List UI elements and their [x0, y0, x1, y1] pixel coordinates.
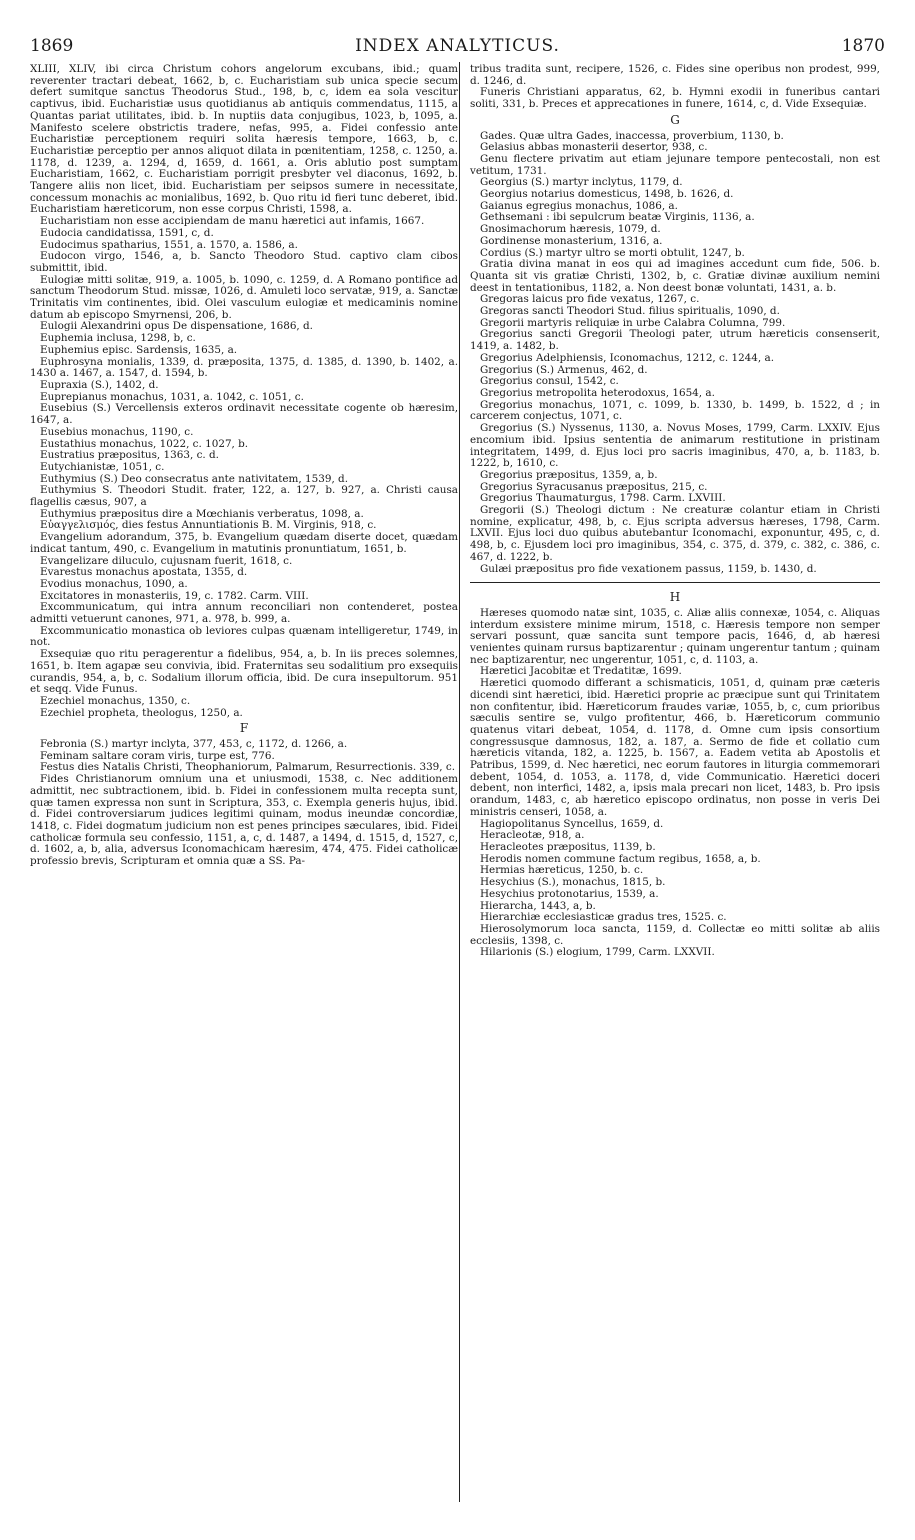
index-entry: Feminam saltare coram viris, turpe est, 776. — [40, 749, 275, 762]
index-entry: Evarestus monachus apostata, 1355, d. — [40, 566, 248, 579]
index-entry: Gregorii martyris reliquiæ in urbe Calabra Columna, 799. — [480, 316, 786, 329]
index-entry: Gregorius (S.) Nyssenus, 1130, a. Novus Moses, 1799, Carm. LXXIV. Ejus encomium ibid. Ipsius sententia de animarum restitutione in pristinam integritatem, 1499, d. Ejus loci pro sacris imaginibus, 470, a, b. 1183, b. 1222, b, 1610, c. — [470, 422, 880, 470]
section-letter-heading: H — [669, 590, 681, 605]
index-entry: Eudocimus spatharius, 1551, a. 1570, a. 1586, a. — [40, 238, 298, 251]
index-entry: Hilarionis (S.) elogium, 1799, Carm. LXXVII. — [480, 946, 715, 959]
index-entry: Gregorius metropolita heterodoxus, 1654, a. — [480, 386, 715, 399]
index-entry: Gregorius Thaumaturgus, 1798. Carm. LXVIII. — [480, 492, 726, 505]
index-entry: Fides Christianorum omnium una et uniusmodi, 1538, c. Nec additionem admittit, nec subtractionem, ibid. b. Fidei in confessionem multa recepta sunt, quæ tamen expressa non sunt in Scriptura, 353, c. Exempla generis hujus, ibid. d. Fidei controversiarum judices legitimi quinam, modus ineundæ concordiæ, 1418, c. Fidei dogmatum judicium non est penes principes sæculares, ibid. Fidei catholicæ formula seu confessio, 1151, a, c, d. 1487, a 1494, d. 1515, d, 1527, c, d. 1602, a, b, alia, adversus Iconomachicam hæresim, 474, 475. Fidei catholicæ professio brevis, Scripturam et omnia quæ a SS. Pa- — [30, 773, 458, 868]
index-entry: Georgius (S.) martyr inclytus, 1179, d. — [480, 176, 683, 189]
index-entry: Euprepianus monachus, 1031, a. 1042, c. 1051, c. — [40, 390, 304, 403]
index-entry: Eusebius (S.) Vercellensis exteros ordinavit necessitate cogente ob hæresim, 1647, a. — [30, 402, 458, 427]
index-entry: Cordius (S.) martyr ultro se morti obtulit, 1247, b. — [480, 246, 745, 259]
section-letter-heading: F — [239, 721, 249, 736]
index-entry: Gregorius præpositus, 1359, a, b. — [480, 468, 658, 481]
index-entry: Εὐαγγελισμός, dies festus Annuntiationis B. M. Virginis, 918, c. — [40, 519, 377, 532]
index-entry: Gregorius (S.) Armenus, 462, d. — [480, 363, 648, 376]
index-entry: Gordinense monasterium, 1316, a. — [480, 234, 663, 247]
column-rule — [459, 62, 460, 1502]
index-entry: Festus dies Natalis Christi, Theophaniorum, Palmarum, Resurrectionis. 339, c. — [40, 761, 456, 774]
index-entry: Ezechiel monachus, 1350, c. — [40, 694, 191, 707]
index-entry: Euthymius (S.) Deo consecratus ante nativitatem, 1539, d. — [40, 472, 348, 485]
index-entry: XLIII, XLIV, ibi circa Christum cohors angelorum excubans, ibid.; quam reverenter tractari debeat, 1662, b, c. Eucharistiam sub unica specie secum defert sumitque sanctus Theodorus Stud., 198, b, c, idem ea sola vescitur captivus, ibid. Eucharistiæ usus quotidianus ab antiquis commendatus, 1115, a Quantas pariat utilitates, ibid. b. In nuptiis data conjugibus, 1023, b, 1095, a. Manifesto scelere obstrictis tradere, nefas, 995, a. Fidei confessio ante Eucharistiæ perceptionem requiri solita hæresis tempore, 1663, b, c. Eucharistiæ perceptio per annos aliquot dilata in pœnitentiam, 1258, c. 1250, a. 1178, d. 1239, a. 1294, d, 1659, d. 1661, a. Oris ablutio post sumptam Eucharistiam, 1662, c. Eucharistiam porrigit presbyter vel diaconus, 1692, b. Tangere aliis non licet, ibid. Eucharistiam per seipsos sumere in necessitate, concessum monachis ac monialibus, 1692, b. Quo ritu id fieri tunc deberet, ibid. Eucharistiam hæreticorum, non esse corpus Christi, 1598, a. — [30, 63, 458, 216]
index-entry: Hæretici quomodo differant a schismaticis, 1051, d, quinam præ cæteris dicendi sint hæretici, ibid. Hæretici proprie ac præcipue sunt qui Trinitatem non confitentur, ibid. Hæreticorum fraudes variæ, 1055, b, c, cum prioribus sæculis sentire se, vulgo profitentur, 466, b. Hæreticorum communio quatenus vitari debeat, 1054, d. 1178, d. Omne cum ipsis consortium congressusque damnosus, 182, a. 187, a. Sermo de fide et collatio cum hæreticis vitanda, 182, a. 1225, b. 1567, a. Eadem vetita ab Apostolis et Patribus, 1599, d. Nec hæretici, nec eorum fautores in liturgia commemorari debent, 1054, d. 1053, a. 1178, d, vide Communicatio. Hæretici doceri debent, non interfici, 1482, a, ipsis mala precari non licet, 1483, b. Pro ipsis orandum, 1483, c, ab hæretico episcopo ordinatus, non posse in veris Dei ministris censeri, 1058, a. — [470, 677, 880, 818]
index-entry: Gregoras sancti Theodori Stud. filius spiritualis, 1090, d. — [480, 305, 780, 318]
index-entry: Gnosimachorum hæresis, 1079, d. — [480, 223, 661, 236]
index-entry: Evangelizare diluculo, cujusnam fuerit, 1618, c. — [40, 554, 293, 567]
index-entry: Eudocon virgo, 1546, a, b. Sancto Theodoro Stud. captivo clam cibos submittit, ibid. — [30, 250, 458, 274]
index-entry: Gethsemani : ibi sepulcrum beatæ Virginis, 1136, a. — [480, 211, 755, 224]
index-entry: Hierarchiæ ecclesiasticæ gradus tres, 1525. c. — [480, 911, 727, 924]
index-entry: Euphemius episc. Sardensis, 1635, a. — [40, 343, 238, 356]
index-entry: Gregorius monachus, 1071, c. 1099, b. 1330, b. 1499, b. 1522, d ; in carcerem conjectus, 1071, c. — [470, 398, 880, 423]
index-entry: Eustratius præpositus, 1363, c. d. — [40, 449, 219, 462]
index-entry: Herodis nomen commune factum regibus, 1658, a, b. — [480, 852, 761, 865]
index-entry: Gaianus egregius monachus, 1086, a. — [480, 199, 678, 212]
page-number-right: 1870 — [841, 36, 885, 56]
section-letter-heading: G — [670, 112, 680, 127]
index-entry: Funeris Christiani apparatus, 62, b. Hymni exodii in funeribus cantari soliti, 331, b. Preces et apprecationes in funere, 1614, c, d. Vide Exsequiæ. — [470, 86, 880, 111]
index-entry: Hesychius protonotarius, 1539, a. — [480, 887, 659, 900]
index-entry: Eustathius monachus, 1022, c. 1027, b. — [40, 437, 249, 450]
page-number-left: 1869 — [30, 36, 74, 56]
index-entry: Heracleotæ, 918, a. — [480, 829, 585, 842]
index-entry: Excommunicatum, qui intra annum reconciliari non contenderet, postea admitti vetuerunt canones, 971, a. 978, b. 999, a. — [30, 601, 458, 626]
index-entry: Ezechiel propheta, theologus, 1250, a. — [40, 706, 243, 719]
index-entry: Euthymius præpositus dire a Mœchianis verberatus, 1098, a. — [40, 507, 364, 520]
index-entry: Hesychius (S.), monachus, 1815, b. — [480, 876, 666, 889]
page-header — [30, 36, 885, 58]
index-entry: Gregorius consul, 1542, c. — [480, 375, 619, 388]
index-entry: Gulæi præpositus pro fide vexationem passus, 1159, b. 1430, d. — [480, 562, 817, 575]
running-title: INDEX ANALYTICUS. — [355, 36, 560, 56]
index-entry: Gregorii (S.) Theologi dictum : Ne creaturæ colantur etiam in Christi nomine, explicatur, 498, b, c. Ejus scripta adversus hæreses, 1798, Carm. LXVII. Ejus loci duo quibus abutebantur Iconomachi, exponuntur, 495, c, d. 498, b, c. Ejusdem loci pro imaginibus, 354, c. 375, d. 379, c. 382, c. 386, c. 467, d. 1222, b. — [470, 504, 880, 563]
index-entry: Gratia divina manat in eos qui ad imagines accedunt cum fide, 506. b. Quanta sit vis gratiæ Christi, 1302, b, c. Gratiæ divinæ auxilium nemini deest in tentationibus, 1182, a. Non deest bonæ voluntati, 1431, a. b. — [470, 258, 880, 294]
index-entry: tribus tradita sunt, recipere, 1526, c. Fides sine operibus non prodest, 999, d. 1246, d. — [470, 63, 880, 87]
index-entry: Hæreses quomodo natæ sint, 1035, c. Aliæ aliis connexæ, 1054, c. Aliquas interdum exsistere minime mirum, 1518, c. Hæresis tempore non semper servari possunt, quæ sancita sunt tempore pacis, 1646, d, ab hæresi venientes quinam rursus baptizarentur ; quinam ungerentur tantum ; quinam nec baptizarentur, nec ungerentur, 1051, c, d. 1103, a. — [470, 606, 880, 666]
index-entry: Euphemia inclusa, 1298, b, c. — [40, 332, 196, 345]
index-entry: Eupraxia (S.), 1402, d. — [40, 378, 159, 391]
index-entry: Hagiopolitanus Syncellus, 1659, d. — [480, 817, 664, 830]
index-entry: Euphrosyna monialis, 1339, d. præposita, 1375, d. 1385, d. 1390, b. 1402, a. 1430 a. 1467, a. 1547, d. 1594, b. — [30, 355, 458, 380]
index-entry: Heracleotes præpositus, 1139, b. — [480, 841, 656, 853]
index-entry: Eudocia candidatissa, 1591, c, d. — [40, 226, 214, 239]
index-entry: Gregorius sancti Gregorii Theologi pater, utrum hæreticis consenserit, 1419, a. 1482, b. — [470, 328, 880, 353]
index-entry: Gregoras laicus pro fide vexatus, 1267, c. — [480, 293, 700, 306]
index-column-left — [30, 64, 458, 868]
index-entry: Excommunicatio monastica ob leviores culpas quænam intelligeretur, 1749, in not. — [30, 624, 458, 649]
index-entry: Genu flectere privatim aut etiam jejunare tempore pentecostali, non est vetitum, 1731. — [470, 152, 880, 177]
index-column-right — [470, 64, 880, 959]
index-entry: Gelasius abbas monasterii desertor, 938, c. — [480, 141, 708, 154]
index-entry: Evodius monachus, 1090, a. — [40, 577, 188, 590]
index-entry: Febronia (S.) martyr inclyta, 377, 453, c, 1172, d. 1266, a. — [40, 738, 348, 751]
index-entry: Eulogii Alexandrini opus De dispensatione, 1686, d. — [40, 320, 313, 333]
index-entry: Hermias hæreticus, 1250, b. c. — [480, 864, 644, 877]
index-entry: Eucharistiam non esse accipiendam de manu hæretici aut infamis, 1667. — [40, 215, 425, 228]
index-entry: Gades. Quæ ultra Gades, inaccessa, proverbium, 1130, b. — [480, 129, 784, 142]
index-entry: Gregorius Adelphiensis, Iconomachus, 1212, c. 1244, a. — [480, 351, 775, 364]
index-entry: Hierarcha, 1443, a, b. — [480, 899, 596, 912]
index-entry: Eulogiæ mitti solitæ, 919, a. 1005, b. 1090, c. 1259, d. A Romano pontifice ad sanctum Theodorum Stud. missæ, 1026, d. Amuleti loco servatæ, 919, a. Sanctæ Trinitatis vim continentes, ibid. Olei vasculum eulogiæ et medicaminis nomine datum ab episcopo Smyrnensi, 206, b. — [30, 273, 458, 321]
index-entry: Gregorius Syracusanus præpositus, 215, c. — [480, 480, 708, 493]
index-entry: Euthymius S. Theodori Studit. frater, 122, a. 127, b. 927, a. Christi causa flagellis cæsus, 907, a — [30, 484, 458, 509]
index-entry: Eutychianistæ, 1051, c. — [40, 460, 165, 473]
index-entry: Excitatores in monasteriis, 19, c. 1782. Carm. VIII. — [40, 589, 309, 602]
index-entry: Hæretici Jacobitæ et Tredatitæ, 1699. — [480, 665, 682, 678]
index-entry: Evangelium adorandum, 375, b. Evangelium quædam diserte docet, quædam indicat tantum, 490, c. Evangelium in matutinis pronuntiatum, 1651, b. — [30, 531, 458, 555]
index-entry: Eusebius monachus, 1190, c. — [40, 425, 194, 438]
index-entry: Georgius notarius domesticus, 1498, b. 1626, d. — [480, 188, 734, 201]
index-entry: Exsequiæ quo ritu peragerentur a fidelibus, 954, a, b. In iis preces solemnes, 1651, b. Item agapæ seu convivia, ibid. Fraternitas seu sodalitium pro exsequiis curandis, 954, a, b, c. Sodalium illorum officia, ibid. De cura insepultorum. 951 et seqq. Vide Funus. — [30, 648, 458, 696]
section-divider — [470, 582, 880, 583]
index-entry: Hierosolymorum loca sancta, 1159, d. Collectæ eo mitti solitæ ab aliis ecclesiis, 1398, c. — [470, 922, 880, 947]
